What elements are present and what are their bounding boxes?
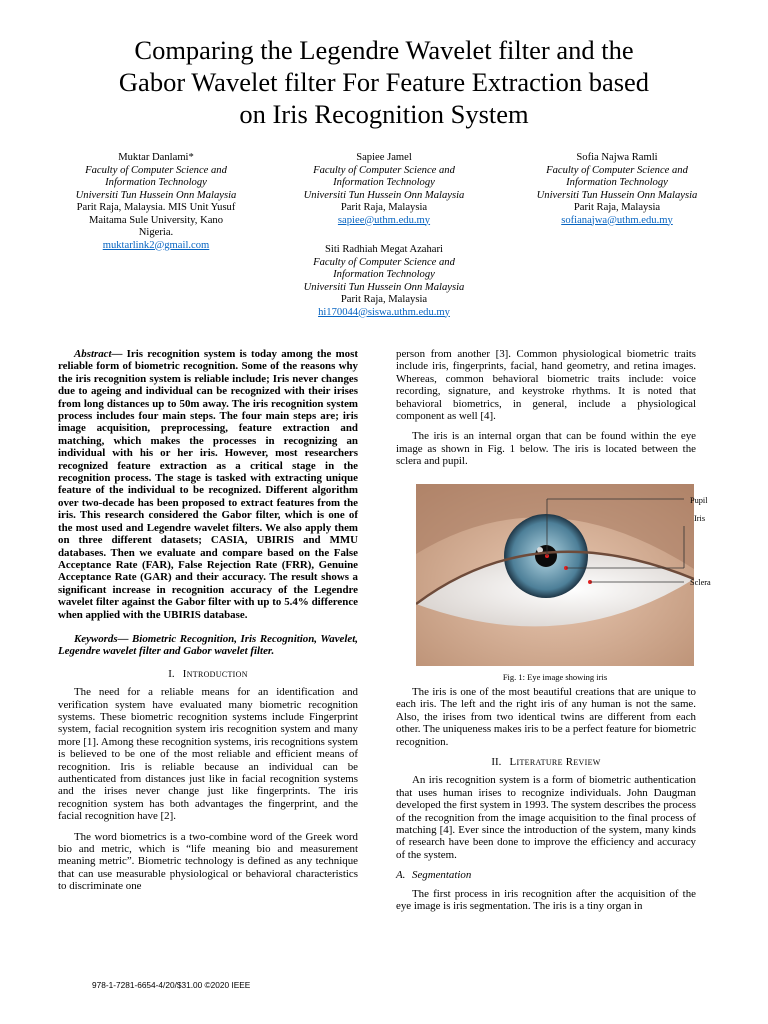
- author-name: Sapiee Jamel: [356, 152, 412, 163]
- author-affiliation: Universiti Tun Hussein Onn Malaysia: [303, 281, 465, 293]
- author-email-link[interactable]: muktarlink2@gmail.com: [102, 239, 210, 251]
- author-location: Parit Raja, Malaysia. MIS Unit Yusuf: [76, 202, 236, 213]
- author-location: Parit Raja, Malaysia: [340, 202, 428, 213]
- paragraph: person from another [3]. Common physiological biometric traits include iris, fingerprints, facial, hand geometry, and retina images. Whereas, common behavioral biometric traits include: voice recording, signature, and keystroke rhythms. It is noted that behavioral biometrics, in general, include a physiological component as well [4].: [396, 348, 696, 423]
- abstract-label: Abstract: [74, 348, 112, 360]
- author-location: Parit Raja, Malaysia: [573, 202, 661, 213]
- author-location: Nigeria.: [138, 227, 174, 238]
- keywords-dash: —: [117, 632, 133, 645]
- right-column: [396, 348, 696, 476]
- abstract-text: Iris recognition system is today among the most reliable form of biometric recognition. Some of the reasons why the iris recognition system is reliable include; Iris never changes due to ageing and individual can be recognized with their irises from long distances up to 50m away. The iris recognition system process includes four main steps. The four main steps are; iris image acquisition, preprocessing, feature extraction and matching, which makes the processes in recognizing an individual with his or her iris. However, most researchers recognized feature extraction as a critical stage in the recognition process. The stage is tasked with extracting unique feature of the individual to be recognized. Different algorithm over two-decade has been proposed to extract features from the iris. This research considered the Gabor filter, which is one of the most used and Legendre wavelet filters. We also apply them on three different datasets; CASIA, UBIRIS and MMU databases. Then we evaluate and compare based on the False Acceptance Rate (FAR), False Rejection Rate (FRR), Genuine Acceptance Rate (GAR) and their accuracy. The result shows a significant increase in recognition accuracy of the Legendre wavelet filter against the Gabor filter with up to 5.4% difference when applied with the UBIRIS database.: [58, 348, 358, 621]
- author-name: Sofia Najwa Ramli: [576, 152, 658, 163]
- author-affiliation: Information Technology: [566, 177, 668, 188]
- paragraph: An iris recognition system is a form of biometric authentication that uses human irises to recognize individuals. John Daugman developed the first system in 1993. The system describes the process of the recognition from the image acquisition to the final process of matching [4]. Ever since the introduction of the system, many kinds of research have been done to improve the efficiency and accuracy of the system.: [396, 774, 696, 861]
- subsection-heading-segmentation: [396, 869, 696, 881]
- author-block-1: [56, 152, 256, 252]
- author-location: Maitama Sule University, Kano: [88, 214, 224, 226]
- keywords-text: Biometric Recognition, Iris Recognition, Wavelet, Legendre wavelet filter and Gabor wavelet filter.: [58, 632, 358, 658]
- author-affiliation: Information Technology: [333, 269, 435, 280]
- author-name: Siti Radhiah Megat Azahari: [325, 244, 443, 255]
- title-line: Comparing the Legendre Wavelet filter and the: [134, 35, 634, 65]
- author-affiliation: Faculty of Computer Science and: [313, 164, 455, 176]
- author-name: Muktar Danlami*: [118, 152, 194, 163]
- abstract-dash: —: [111, 348, 127, 360]
- paragraph: The word biometrics is a two-combine word of the Greek word bio and metric, which is “life meaning bio and measurement meaning metric”. Biometric technology is defined as any technique that can use measurable physiological or behavioral characteristics to discriminate one: [58, 830, 358, 893]
- author-affiliation: Faculty of Computer Science and: [85, 164, 227, 176]
- author-affiliation: Information Technology: [105, 177, 207, 188]
- author-affiliation: Universiti Tun Hussein Onn Malaysia: [303, 189, 465, 201]
- right-column-cont: [396, 686, 696, 921]
- subsection-title: Segmentation: [412, 869, 472, 882]
- author-location: Parit Raja, Malaysia: [340, 294, 428, 305]
- author-affiliation: Universiti Tun Hussein Onn Malaysia: [75, 189, 237, 201]
- keywords: [58, 633, 358, 658]
- author-affiliation: Faculty of Computer Science and: [313, 256, 455, 268]
- author-block-4: [284, 244, 484, 319]
- label-pupil: Pupil: [690, 496, 708, 505]
- subsection-number: A.: [396, 869, 406, 882]
- eye-image-figure: [416, 484, 694, 666]
- paragraph: The iris is an internal organ that can be found within the eye image as shown in Fig. 1 below. The iris is located between the sclera and pupil.: [396, 430, 696, 468]
- section-heading-literature-review: [396, 756, 696, 768]
- paragraph: The first process in iris recognition after the acquisition of the eye image is iris segmentation. The iris is a tiny organ in: [396, 887, 696, 913]
- paragraph: The iris is one of the most beautiful creations that are unique to each iris. The left and the right iris of any human is not the same. Also, the irises from two identical twins are different from each other. The uniqueness makes iris to be a perfect feature for biometric recognition.: [396, 686, 696, 748]
- author-affiliation: Information Technology: [333, 177, 435, 188]
- author-block-2: [284, 152, 484, 227]
- author-block-3: [517, 152, 717, 227]
- title-line: Gabor Wavelet filter For Feature Extraction based: [118, 67, 650, 97]
- section-number: II.: [491, 756, 502, 769]
- author-affiliation: Faculty of Computer Science and: [546, 164, 688, 176]
- title-line: on Iris Recognition System: [239, 99, 529, 129]
- paragraph: The need for a reliable means for an identification and verification system have evaluated many biometric recognition systems. These biometric recognition systems include Fingerprint system, facial recognition system iris recognition system and many more [1]. Among these recognition systems, iris recognitions system is believed to be one of the most reliable and efficient means of recognition. Iris is reliable because an individual can be authenticated from distances just like in facial recognition systems and the irises never change just like fingerprints. The iris recognition system has both advantages the fingerprint, and the facial recognition have [2].: [58, 686, 358, 823]
- author-affiliation: Universiti Tun Hussein Onn Malaysia: [536, 189, 698, 201]
- section-title: Literature Review: [509, 756, 601, 769]
- keywords-label: Keywords: [74, 632, 118, 645]
- label-iris: Iris: [694, 514, 706, 523]
- section-heading-introduction: [58, 668, 358, 680]
- paper-title: [40, 34, 728, 130]
- left-column: [58, 348, 358, 901]
- label-sclera: Sclera: [690, 578, 711, 587]
- section-title: Introduction: [182, 667, 248, 680]
- author-email-link[interactable]: hi170044@siswa.uthm.edu.my: [318, 306, 450, 318]
- abstract: [58, 348, 358, 621]
- copyright-footer: 978-1-7281-6654-4/20/$31.00 ©2020 IEEE: [92, 980, 251, 990]
- section-number: I.: [168, 667, 175, 680]
- author-email-link[interactable]: sapiee@uthm.edu.my: [337, 214, 431, 226]
- figure-caption: Fig. 1: Eye image showing iris: [502, 672, 608, 682]
- author-email-link[interactable]: sofianajwa@uthm.edu.my: [561, 214, 673, 226]
